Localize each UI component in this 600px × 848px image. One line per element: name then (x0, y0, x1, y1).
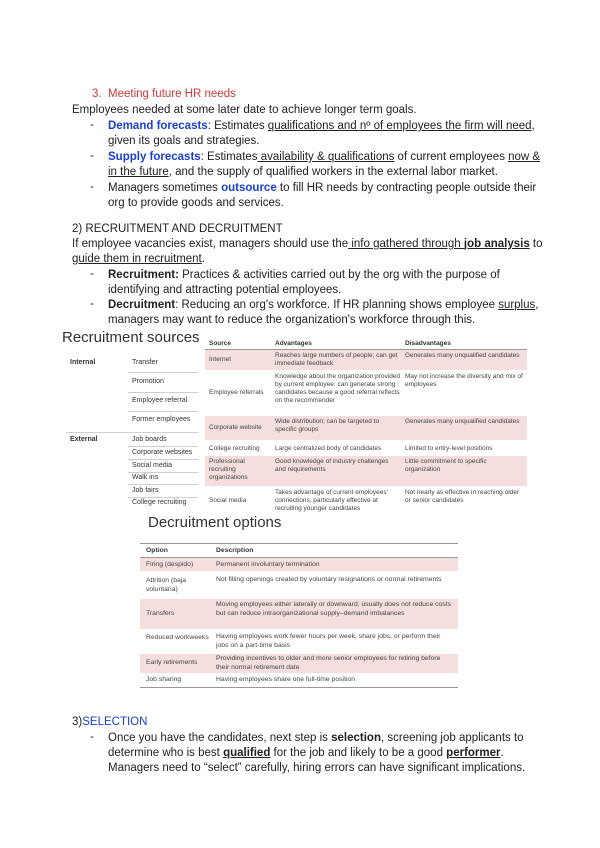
decruitment-title: Decruitment options (148, 514, 282, 531)
internal-label: Internal (70, 359, 96, 366)
selection-line3: Managers need to “select” carefully, hiring errors can have significant implications. (108, 762, 526, 774)
outsource-line: Managers sometimes outsource to fill HR needs by contracting people outside their (108, 182, 537, 194)
bullet-dash: - (90, 181, 94, 193)
supply-forecast-line: Supply forecasts: Estimates availability & qualifications of current employees now & (108, 151, 541, 163)
bullet-dash: - (90, 119, 94, 131)
source-item: Job boards (132, 436, 167, 443)
decruitment-table (140, 543, 458, 671)
source-item: Transfer (132, 359, 158, 366)
decruitment-def: Decruitment: Reducing an org's workforce. If HR planning shows employee surplus, (108, 299, 539, 311)
source-item: Employee referral (132, 397, 188, 404)
selection-heading: 3)SELECTION (72, 716, 148, 728)
supply-forecast-line2: in the future, and the supply of qualified workers in the external labor market. (108, 166, 498, 178)
table-row: Social media Takes advantage of current employees' connections; particularly effective at recruiting younger candidates Not nearly as effective in reaching older or senior candidates (209, 489, 520, 512)
header-disadvantages: Disadvantages (405, 340, 451, 347)
table-row: Transfers Moving employees either laterally or downward; usually does not reduce costs but can reduce intraorganizational supply–demand imbalances (140, 599, 458, 629)
demand-forecast-line: Demand forecasts: Estimates qualifications and nº of employees the firm will need, (108, 120, 535, 132)
bullet-dash: - (90, 268, 94, 280)
table-row: College recruiting Large centralized body of candidates Limited to entry-level positions (209, 445, 493, 452)
section3-intro: Employees needed at some later date to achieve longer term goals. (72, 104, 417, 116)
external-label: External (70, 436, 98, 443)
header-source: Source (209, 340, 232, 347)
table-row: Early retirements Providing incentives to older and more senior employees for retiring before their normal retirement date (140, 654, 458, 673)
supply-forecast-term: Supply forecasts (108, 151, 201, 163)
table-row: Reduced workweeks Having employees work fewer hours per week, share jobs, or perform their jobs on a part-time basis (146, 633, 441, 649)
demand-forecast-line2: given its goals and strategies. (108, 135, 260, 147)
table-row: Attrition (baja voluntaria) Not filling openings created by voluntary resignations or normal retirements (146, 576, 442, 593)
section3-heading: Meeting future HR needs (108, 88, 236, 100)
bullet-dash: - (90, 731, 94, 743)
table-row: Internet Reaches large numbers of people; can get immediate feedback Generates many unqualified candidates (205, 350, 527, 370)
recruitment-def: Recruitment: Practices & activities carried out by the org with the purpose of (108, 269, 500, 281)
source-item: Corporate websites (132, 449, 193, 456)
table-row: Professional recruiting organizations Good knowledge of industry challenges and requirements Little commitment to specific organization (205, 456, 527, 486)
recruitment-sources-title: Recruitment sources (62, 329, 200, 346)
table-row: Employee referrals Knowledge about the organization provided by current employee; can generate strong candidates because a good referral reflects on the recommender May not increase the diversity and mix of employees (209, 373, 523, 404)
outsource-term: outsource (221, 182, 277, 194)
header-description: Description (216, 547, 254, 554)
section2-intro-line2: guide them in recruitment. (72, 253, 205, 265)
table-header-row (140, 543, 458, 558)
source-item: Former employees (132, 416, 191, 423)
section2-heading: 2) RECRUITMENT AND DECRUITMENT (72, 223, 283, 235)
demand-forecast-term: Demand forecasts (108, 120, 208, 132)
source-item: Social media (132, 462, 173, 469)
section3-number: 3. (92, 88, 102, 100)
header-advantages: Advantages (275, 340, 312, 347)
selection-line1: Once you have the candidates, next step is selection, screening job applicants to (108, 732, 524, 744)
table-header-row (205, 337, 527, 350)
bullet-dash: - (90, 150, 94, 162)
outsource-line2: org to provide goods and services. (108, 197, 284, 209)
section2-intro: If employee vacancies exist, managers should use the info gathered through job analysis to (72, 238, 543, 250)
table-row: Corporate website Wide distribution; can be targeted to specific groups Generates many unqualified candidates (205, 416, 527, 440)
bullet-dash: - (90, 298, 94, 310)
source-item: Walk ins (132, 474, 159, 481)
source-item: College recruiting (132, 499, 187, 506)
table-row: Firing (despido) Permanent involuntary termination (140, 558, 458, 571)
table-row: Job sharing Having employees share one full-time position (140, 674, 458, 688)
recruitment-def-line2: identifying and attracting potential employees. (108, 284, 342, 296)
source-item: Job fairs (132, 487, 159, 494)
decruitment-def-line2: managers may want to reduce the organization's workforce through this. (108, 314, 476, 326)
recruitment-sources-table (205, 337, 527, 513)
header-option: Option (146, 547, 168, 554)
selection-line2: determine who is best qualified for the job and likely to be a good performer. (108, 747, 504, 759)
source-item: Promotion (132, 378, 164, 385)
decruitment-last-row (140, 674, 458, 687)
